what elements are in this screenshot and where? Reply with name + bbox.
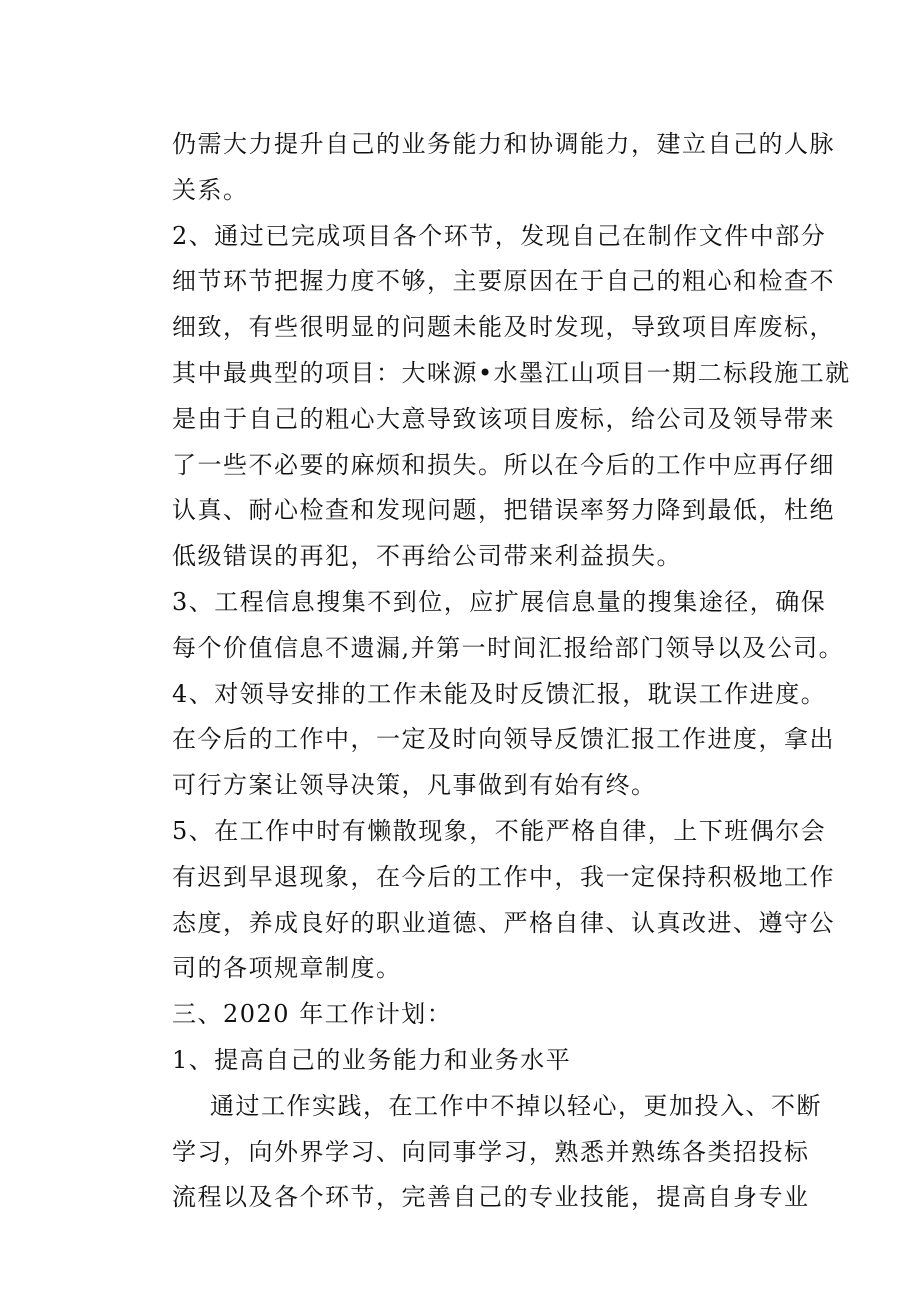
text-line: 仍需大力提升自己的业务能力和协调能力，建立自己的人脉 bbox=[172, 130, 835, 158]
text-line: 通过工作实践，在工作中不掉以轻心，更加投入、不断 bbox=[210, 1091, 822, 1120]
text-line: 流程以及各个环节，完善自己的专业技能，提高自身专业 bbox=[172, 1183, 810, 1212]
text-line: 关系。 bbox=[172, 175, 249, 204]
text-line: 认真、耐心检查和发现问题，把错误率努力降到最低，杜绝 bbox=[172, 496, 835, 525]
text-line: 了一些不必要的麻烦和损失。所以在今后的工作中应再仔细 bbox=[172, 450, 835, 479]
subsection-heading: 1、提高自己的业务能力和业务水平 bbox=[172, 1045, 572, 1074]
text-line: 学习，向外界学习、向同事学习，熟悉并熟练各类招投标 bbox=[172, 1137, 810, 1166]
text-line: 4、对领导安排的工作未能及时反馈汇报，耽误工作进度。 bbox=[172, 679, 827, 708]
text-line: 在今后的工作中，一定及时向领导反馈汇报工作进度，拿出 bbox=[172, 725, 835, 754]
text-line: 司的各项规章制度。 bbox=[172, 954, 402, 983]
text-line: 2、通过已完成项目各个环节，发现自己在制作文件中部分 bbox=[172, 221, 827, 250]
text-line: 可行方案让领导决策，凡事做到有始有终。 bbox=[172, 771, 657, 800]
text-line: 态度，养成良好的职业道德、严格自律、认真改进、遵守公 bbox=[172, 908, 835, 937]
section-heading: 三、2020 年工作计划： bbox=[172, 1000, 453, 1029]
document-body bbox=[172, 122, 851, 1221]
text-line: 低级错误的再犯，不再给公司带来利益损失。 bbox=[172, 542, 682, 571]
text-line: 5、在工作中时有懒散现象，不能严格自律，上下班偶尔会 bbox=[172, 816, 827, 845]
text-line: 细节环节把握力度不够，主要原因在于自己的粗心和检查不 bbox=[172, 267, 835, 296]
text-line: 其中最典型的项目：大咪源•水墨江山项目一期二标段施工就 bbox=[172, 358, 851, 387]
text-line: 是由于自己的粗心大意导致该项目废标，给公司及领导带来 bbox=[172, 404, 835, 433]
text-line: 每个价值信息不遗漏,并第一时间汇报给部门领导以及公司。 bbox=[172, 633, 845, 662]
text-line: 3、工程信息搜集不到位，应扩展信息量的搜集途径，确保 bbox=[172, 587, 827, 616]
text-line: 细致，有些很明显的问题未能及时发现，导致项目库废标， bbox=[172, 313, 835, 342]
text-line: 有迟到早退现象，在今后的工作中，我一定保持积极地工作 bbox=[172, 862, 835, 891]
